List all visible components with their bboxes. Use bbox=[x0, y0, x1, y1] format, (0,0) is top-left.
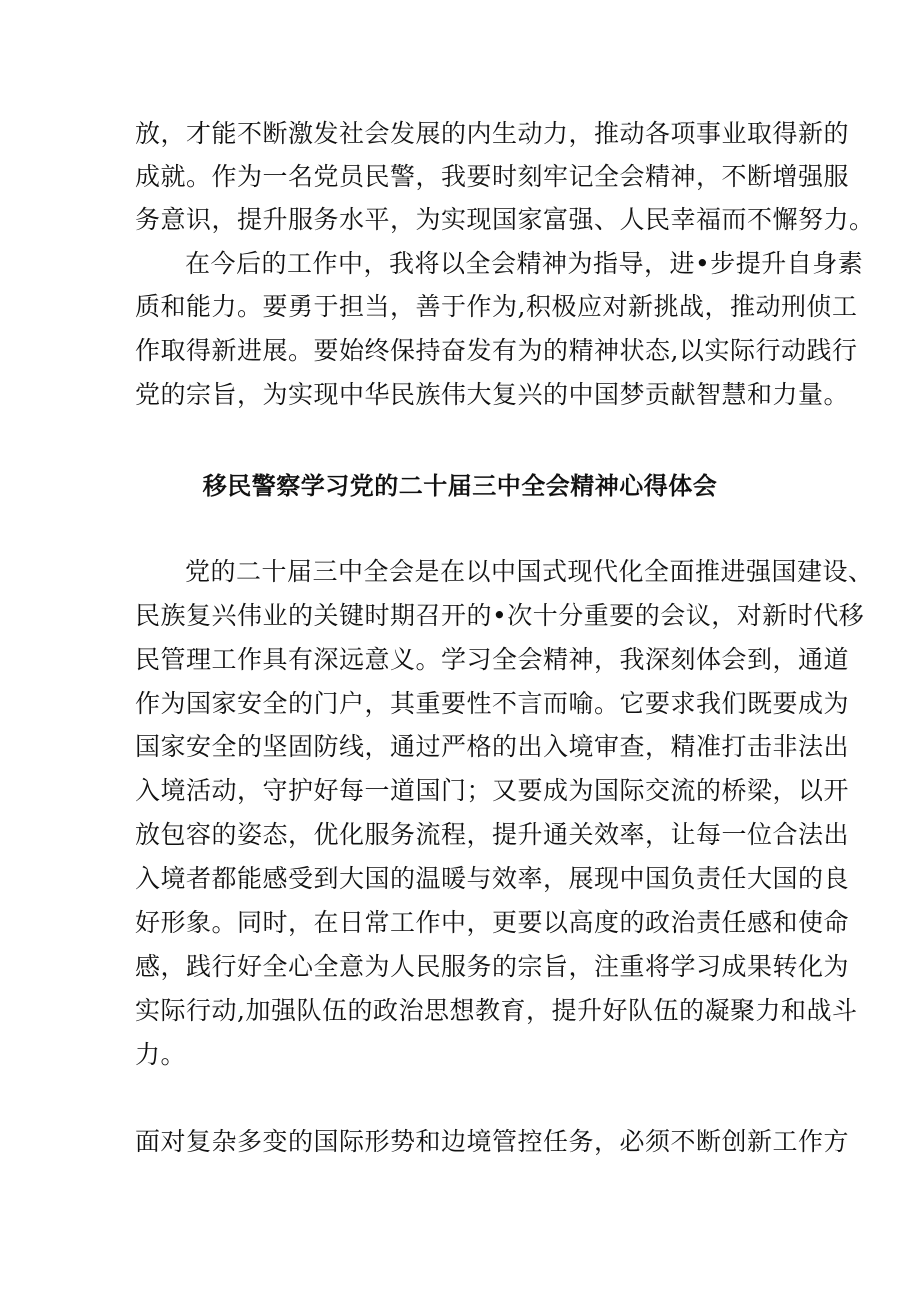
paragraph-line: 力。 bbox=[135, 1040, 187, 1069]
paragraph-line: 党的二十届三中全会是在以中国式现代化全面推进强国建设、 bbox=[185, 557, 874, 586]
paragraph-line: 感，践行好全心全意为人民服务的宗旨，注重将学习成果转化为 bbox=[135, 952, 850, 981]
paragraph-line: 成就。作为一名党员民警，我要时刻牢记全会精神，不断增强服 bbox=[135, 162, 850, 191]
paragraph-line: 好形象。同时，在日常工作中，更要以高度的政治责任感和使命 bbox=[135, 908, 850, 937]
paragraph-line: 入境者都能感受到大国的温暖与效率，展现中国负责任大国的良 bbox=[135, 864, 850, 893]
section-title: 移民警察学习党的二十届三中全会精神心得体会 bbox=[202, 472, 718, 500]
paragraph-line: 质和能力。要勇于担当，善于作为,积极应对新挑战，推动刑侦工 bbox=[135, 292, 858, 321]
paragraph-line: 面对复杂多变的国际形势和边境管控任务，必须不断创新工作方 bbox=[135, 1127, 850, 1156]
paragraph-line: 务意识，提升服务水平，为实现国家富强、人民幸福而不懈努力。 bbox=[135, 205, 875, 234]
paragraph-line: 在今后的工作中，我将以全会精神为指导，进•步提升自身素 bbox=[185, 249, 864, 278]
paragraph-line: 作为国家安全的门户，其重要性不言而喻。它要求我们既要成为 bbox=[135, 689, 850, 718]
paragraph-line: 民族复兴伟业的关键时期召开的•次十分重要的会议，对新时代移 bbox=[135, 601, 865, 630]
paragraph-line: 实际行动,加强队伍的政治思想教育，提升好队伍的凝聚力和战斗 bbox=[135, 996, 858, 1025]
paragraph-line: 党的宗旨，为实现中华民族伟大复兴的中国梦贡献智慧和力量。 bbox=[135, 380, 850, 409]
paragraph-line: 作取得新进展。要始终保持奋发有为的精神状态,以实际行动践行 bbox=[135, 336, 858, 365]
paragraph-line: 民管理工作具有深远意义。学习全会精神，我深刻体会到，通道 bbox=[135, 645, 850, 674]
paragraph-line: 国家安全的坚固防线，通过严格的出入境审查，精准打击非法出 bbox=[135, 732, 850, 761]
paragraph-line: 放，才能不断激发社会发展的内生动力，推动各项事业取得新的 bbox=[135, 119, 850, 148]
paragraph-line: 入境活动，守护好每一道国门；又要成为国际交流的桥梁，以开 bbox=[135, 776, 850, 805]
paragraph-line: 放包容的姿态，优化服务流程，提升通关效率，让每一位合法出 bbox=[135, 820, 850, 849]
